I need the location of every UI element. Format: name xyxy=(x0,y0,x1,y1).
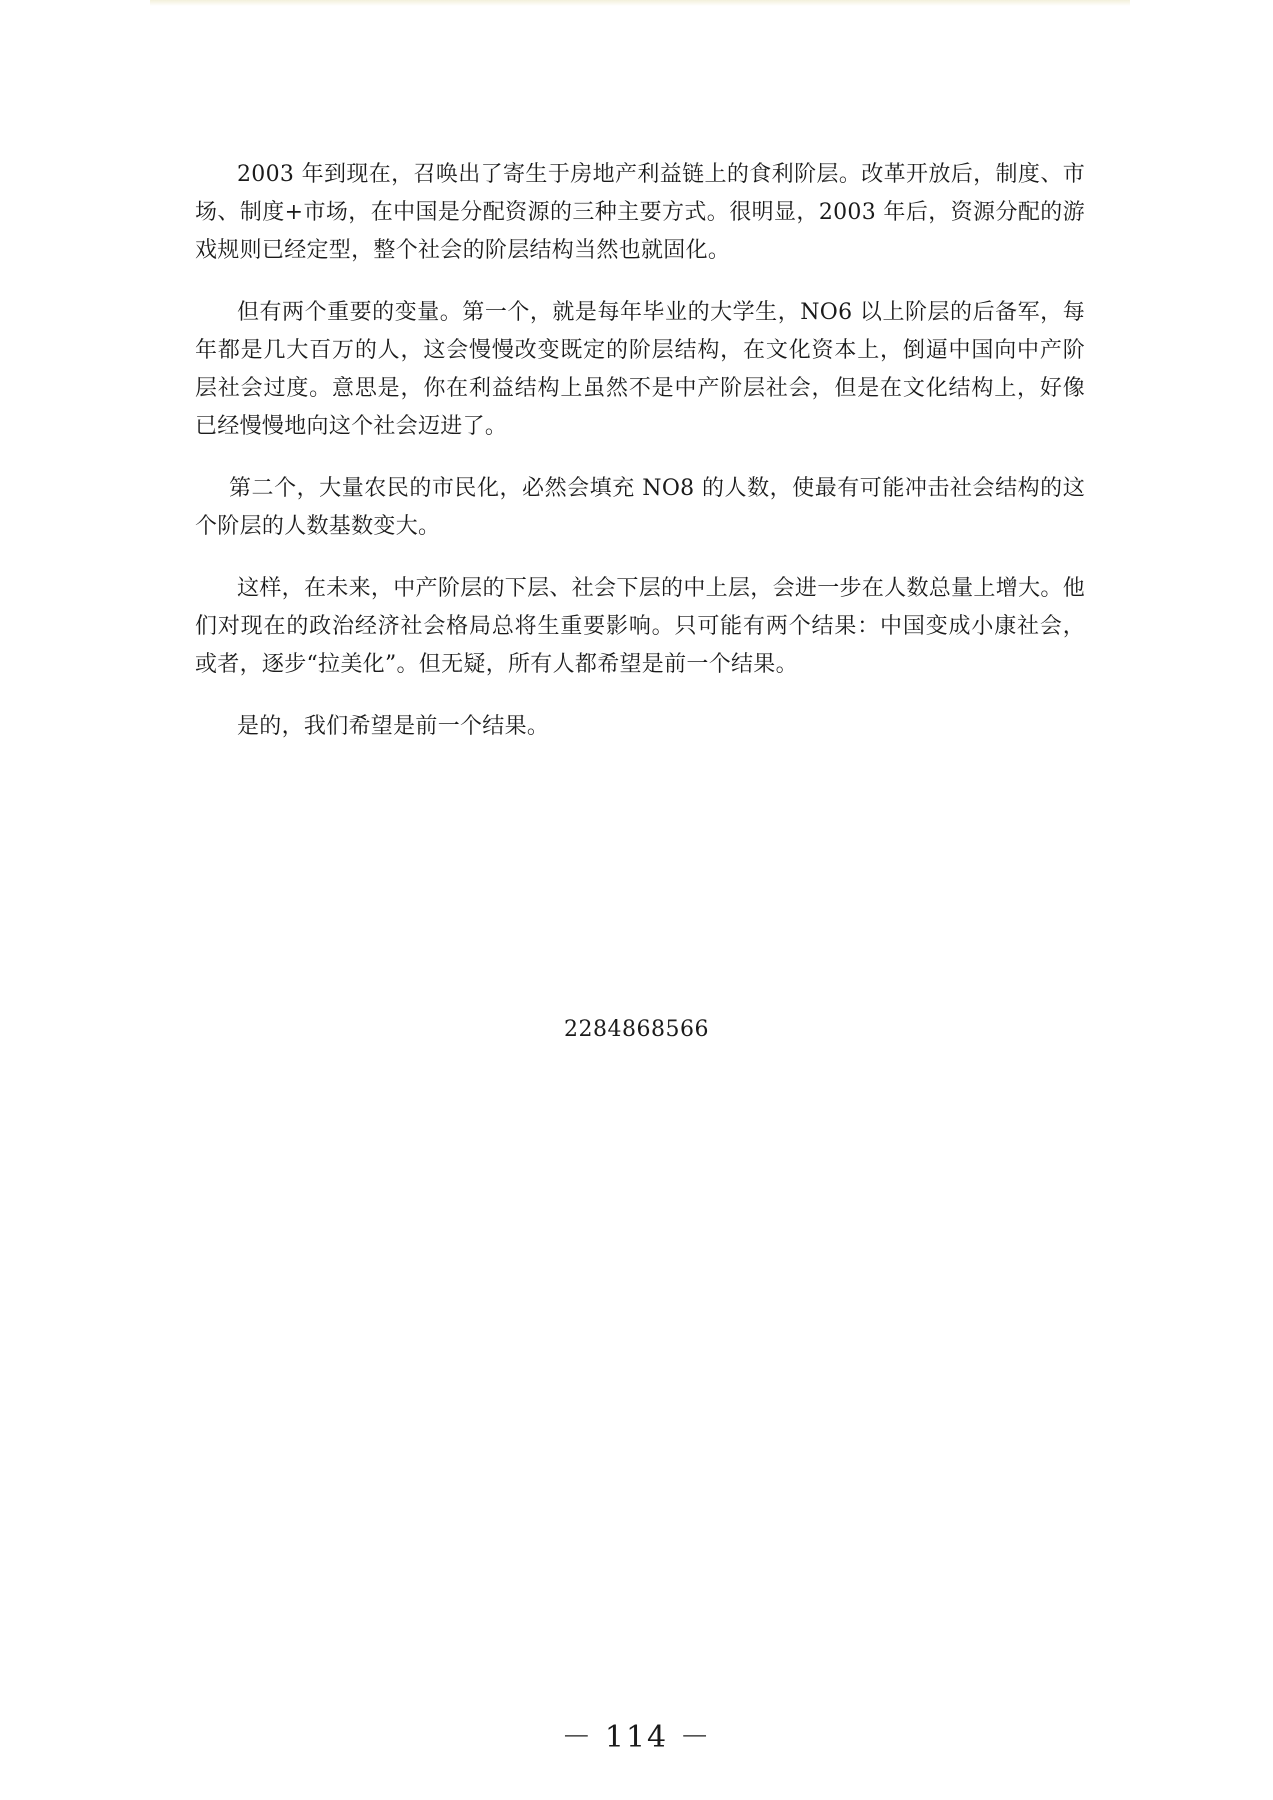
paragraph-1: 2003 年到现在，召唤出了寄生于房地产利益链上的食利阶层。改革开放后，制度、市场、制度+市场，在中国是分配资源的三种主要方式。很明显，2003 年后，资源分配的游戏规则已经定型，整个社会的阶层结构当然也就固化。 xyxy=(195,162,1085,263)
paragraph-5: 是的，我们希望是前一个结果。 xyxy=(237,714,550,739)
paragraph-3: 第二个，大量农民的市民化，必然会填充 NO8 的人数，使最有可能冲击社会结构的这个阶层的人数基数变大。 xyxy=(195,476,1085,539)
paragraph-4: 这样，在未来，中产阶层的下层、社会下层的中上层，会进一步在人数总量上增大。他们对现在的政治经济社会格局总将生重要影响。只可能有两个结果：中国变成小康社会，或者，逐步“拉美化”。但无疑，所有人都希望是前一个结果。 xyxy=(195,576,1085,677)
serial-number: 2284868566 xyxy=(564,1017,709,1042)
page-number: － 114 － xyxy=(561,1720,712,1755)
paragraph-2: 但有两个重要的变量。第一个，就是每年毕业的大学生，NO6 以上阶层的后备军，每年都是几大百万的人，这会慢慢改变既定的阶层结构，在文化资本上，倒逼中国向中产阶层社会过度。意思是，你在利益结构上虽然不是中产阶层社会，但是在文化结构上，好像已经慢慢地向这个社会迈进了。 xyxy=(195,300,1085,439)
scan-edge-artifact xyxy=(150,0,1130,6)
document-body xyxy=(195,156,1085,770)
